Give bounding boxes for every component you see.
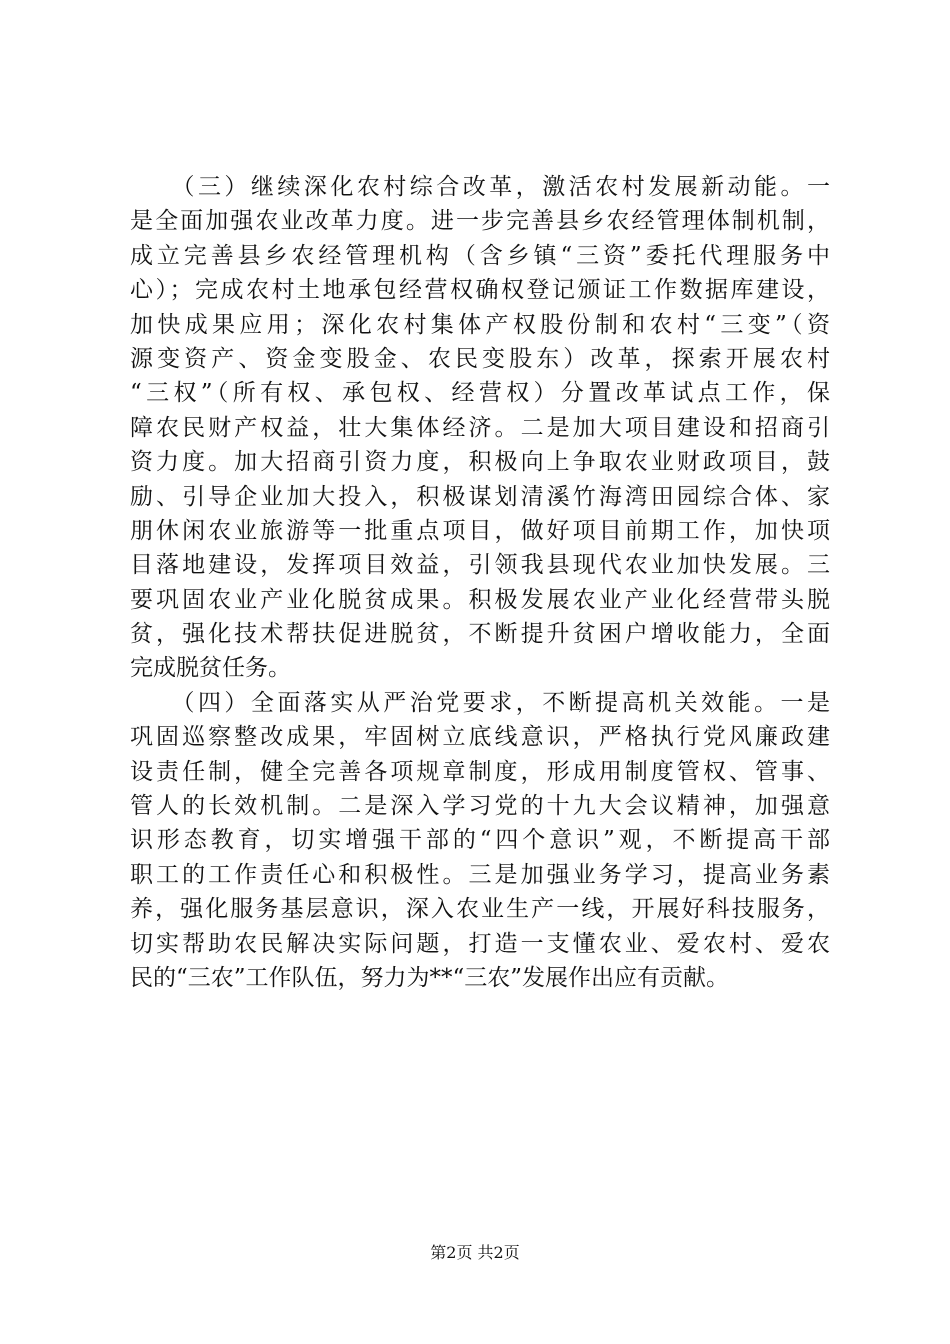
text-line: 完成脱贫任务。 xyxy=(130,655,291,682)
text-line: （三）继续深化农村综合改革，激活农村发展新动能。一 xyxy=(130,174,830,200)
text-line: 是全面加强农业改革力度。进一步完善县乡农经管理体制机制， xyxy=(130,208,830,235)
text-line: 加快成果应用；深化农村集体产权股份制和农村“三变”（资 xyxy=(130,311,830,338)
paragraph-3 xyxy=(130,170,830,686)
text-line: 职工的工作责任心和积极性。三是加强业务学习，提高业务素 xyxy=(130,861,830,888)
text-line: 源变资产、资金变股金、农民变股东）改革，探索开展农村 xyxy=(130,345,830,372)
text-line: 朋休闲农业旅游等一批重点项目，做好项目前期工作，加快项 xyxy=(130,517,830,544)
text-line: 民的“三农”工作队伍，努力为**“三农”发展作出应有贡献。 xyxy=(130,964,730,991)
text-line: 巩固巡察整改成果，牢固树立底线意识，严格执行党风廉政建 xyxy=(130,724,830,751)
page-number-label: 第2页 共2页 xyxy=(430,1243,520,1262)
text-line: 成立完善县乡农经管理机构（含乡镇“三资”委托代理服务中 xyxy=(130,242,830,269)
text-line: 识形态教育，切实增强干部的“四个意识”观，不断提高干部 xyxy=(130,827,830,854)
text-line: 设责任制，健全完善各项规章制度，形成用制度管权、管事、 xyxy=(130,758,830,785)
text-line: “三权”（所有权、承包权、经营权）分置改革试点工作，保 xyxy=(130,380,830,407)
text-line: 管人的长效机制。二是深入学习党的十九大会议精神，加强意 xyxy=(130,793,830,820)
text-line: 要巩固农业产业化脱贫成果。积极发展农业产业化经营带头脱 xyxy=(130,586,830,613)
document-body xyxy=(130,170,830,995)
text-line: 养，强化服务基层意识，深入农业生产一线，开展好科技服务， xyxy=(130,896,830,923)
text-line: 励、引导企业加大投入，积极谋划清溪竹海湾田园综合体、家 xyxy=(130,483,830,510)
page-footer xyxy=(0,1243,950,1263)
paragraph-4 xyxy=(130,686,830,996)
text-line: 目落地建设，发挥项目效益，引领我县现代农业加快发展。三 xyxy=(130,552,830,579)
text-line: 切实帮助农民解决实际问题，打造一支懂农业、爱农村、爱农 xyxy=(130,930,830,957)
text-line: （四）全面落实从严治党要求，不断提高机关效能。一是 xyxy=(130,689,830,716)
text-line: 心）；完成农村土地承包经营权确权登记颁证工作数据库建设， xyxy=(130,277,830,304)
text-line: 资力度。加大招商引资力度，积极向上争取农业财政项目，鼓 xyxy=(130,449,830,476)
text-line: 贫，强化技术帮扶促进脱贫，不断提升贫困户增收能力，全面 xyxy=(130,621,830,648)
text-line: 障农民财产权益，壮大集体经济。二是加大项目建设和招商引 xyxy=(130,414,830,441)
